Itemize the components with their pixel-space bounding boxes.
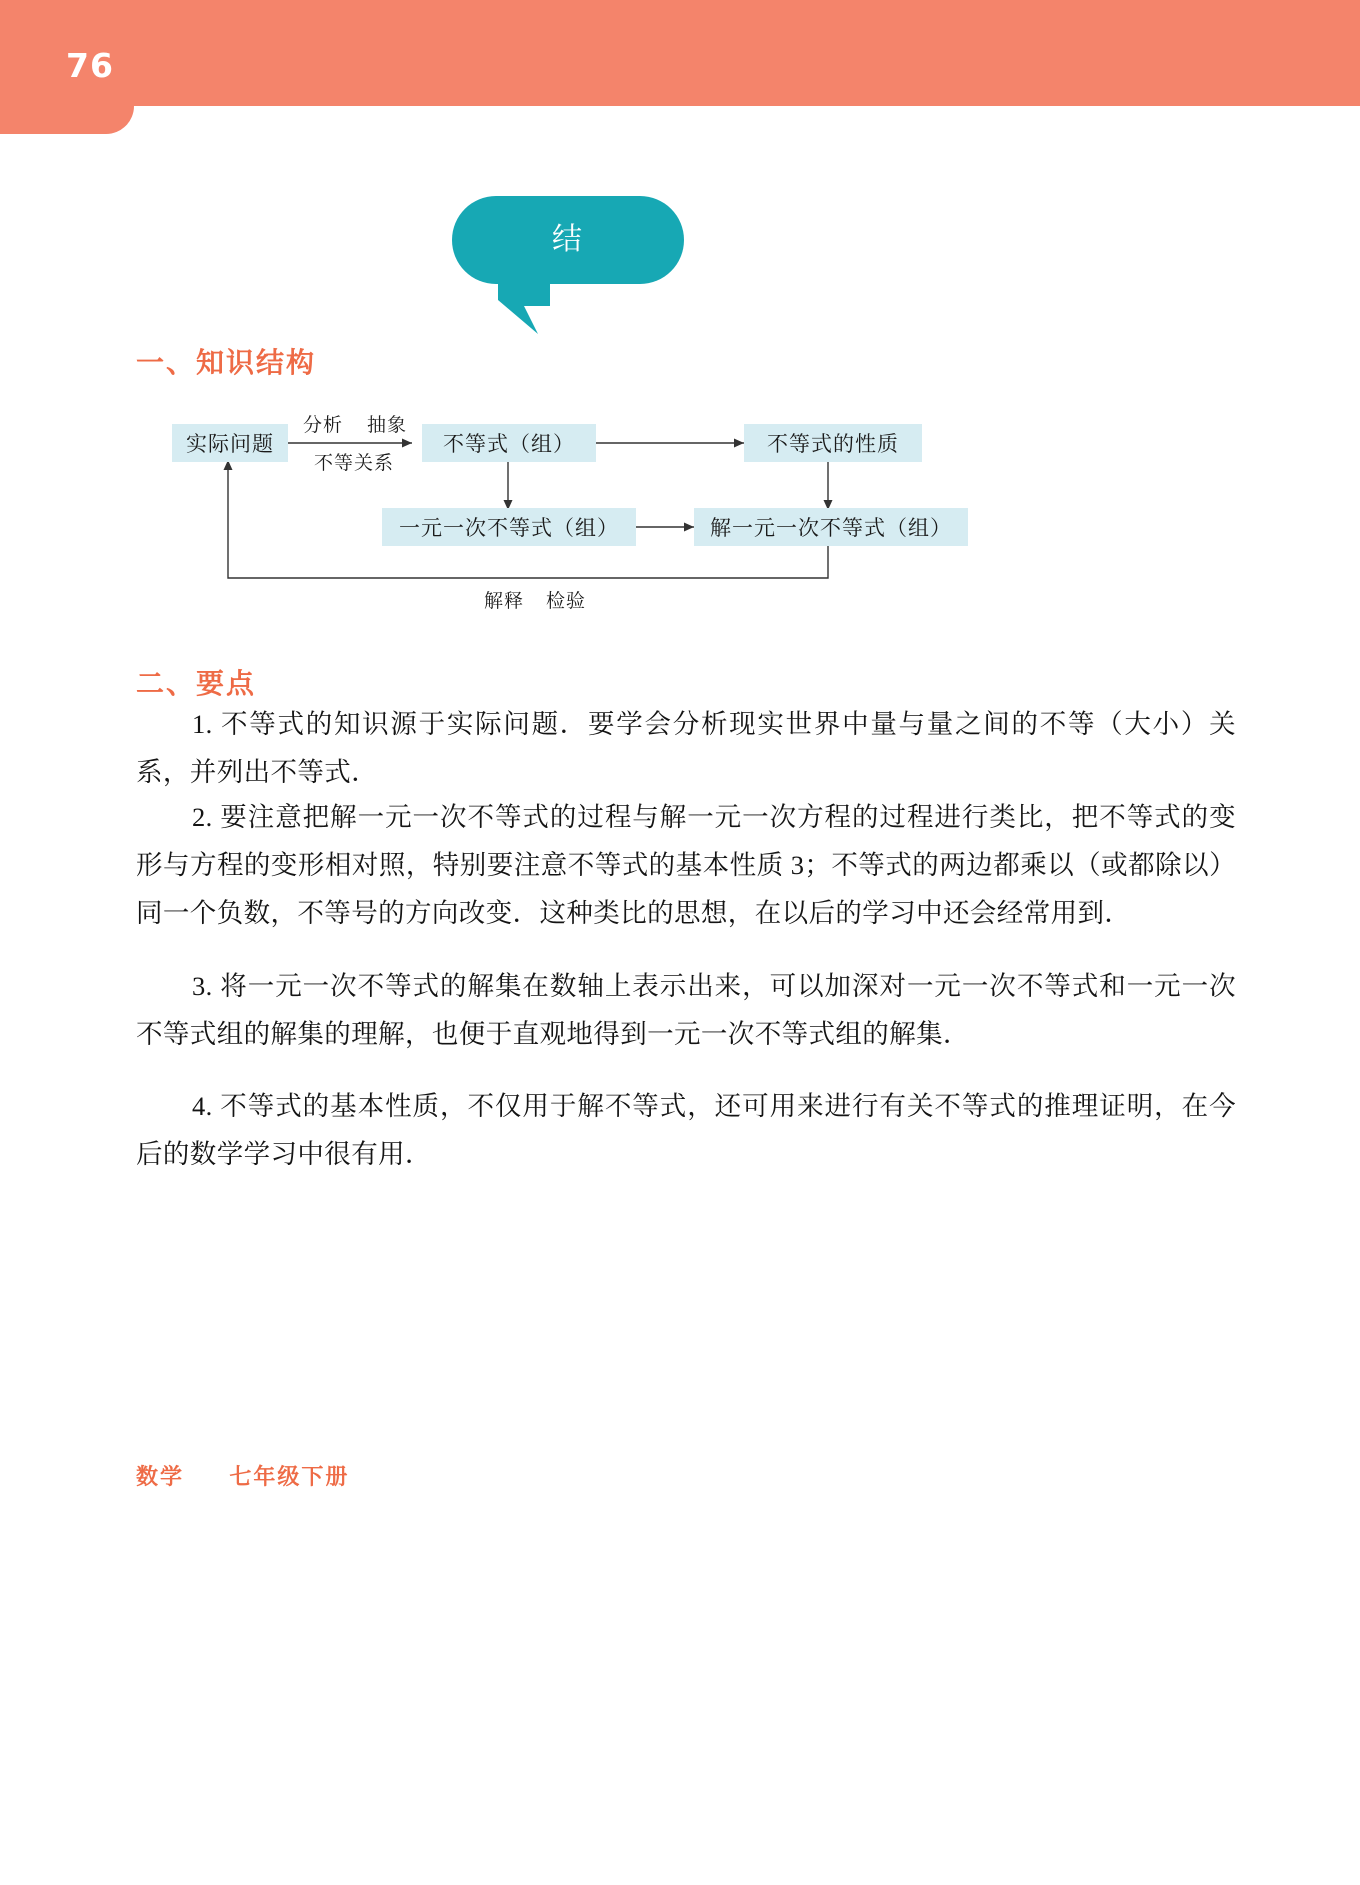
key-point-paragraph-4: 4. 不等式的基本性质，不仅用于解不等式，还可用来进行有关不等式的推理证明，在今后的数学学习中很有用． [136, 1091, 1236, 1169]
key-point-paragraph-3: 3. 将一元一次不等式的解集在数轴上表示出来，可以加深对一元一次不等式和一元一次不等式组的解集的理解，也便于直观地得到一元一次不等式组的解集． [136, 971, 1236, 1049]
bubble-label: 结 [552, 222, 584, 257]
diagram-label-verify: 检验 [546, 591, 587, 612]
footer [136, 1460, 349, 1491]
diagram-node-label: 一元一次不等式（组） [399, 516, 619, 540]
diagram-label-explain: 解释 [484, 591, 525, 612]
key-point-paragraph-1: 1. 不等式的知识源于实际问题．要学会分析现实世界中量与量之间的不等（大小）关系，并列出不等式． [136, 709, 1236, 787]
chapter-summary-bubble [452, 196, 684, 341]
header-band [0, 0, 1360, 106]
diagram-connectors [136, 400, 1236, 630]
page-number: 76 [66, 46, 114, 85]
footer-volume: 七年级下册 [229, 1465, 350, 1490]
diagram-label-analyze: 分析 [303, 415, 344, 436]
diagram-node-solve-linear-inequality [694, 508, 968, 546]
diagram-label-abstract: 抽象 [367, 415, 408, 436]
diagram-node-linear-inequality [382, 508, 636, 546]
diagram-node-inequality-properties [744, 424, 922, 462]
header-notch-shape [0, 106, 134, 134]
footer-subject: 数学 [136, 1465, 185, 1490]
section-heading-knowledge-structure: 一、知识结构 [136, 346, 317, 379]
diagram-node-label: 不等式的性质 [767, 432, 899, 456]
diagram-node-label: 实际问题 [186, 432, 274, 456]
key-point-paragraph-2: 2. 要注意把解一元一次不等式的过程与解一元一次方程的过程进行类比，把不等式的变形与方程的变形相对照，特别要注意不等式的基本性质 3；不等式的两边都乘以（或都除以）同一个负数，不等号的方向改变．这种类比的思想，在以后的学习中还会经常用到． [136, 802, 1236, 928]
diagram-label-relation: 不等关系 [314, 453, 395, 474]
diagram-node-label: 解一元一次不等式（组） [710, 516, 952, 540]
section-heading-key-points: 二、要点 [136, 667, 257, 700]
diagram-node-label: 不等式（组） [443, 432, 575, 456]
diagram-node-inequality-group [422, 424, 596, 462]
knowledge-structure-diagram [136, 400, 1236, 630]
diagram-node-real-problem [172, 424, 288, 462]
